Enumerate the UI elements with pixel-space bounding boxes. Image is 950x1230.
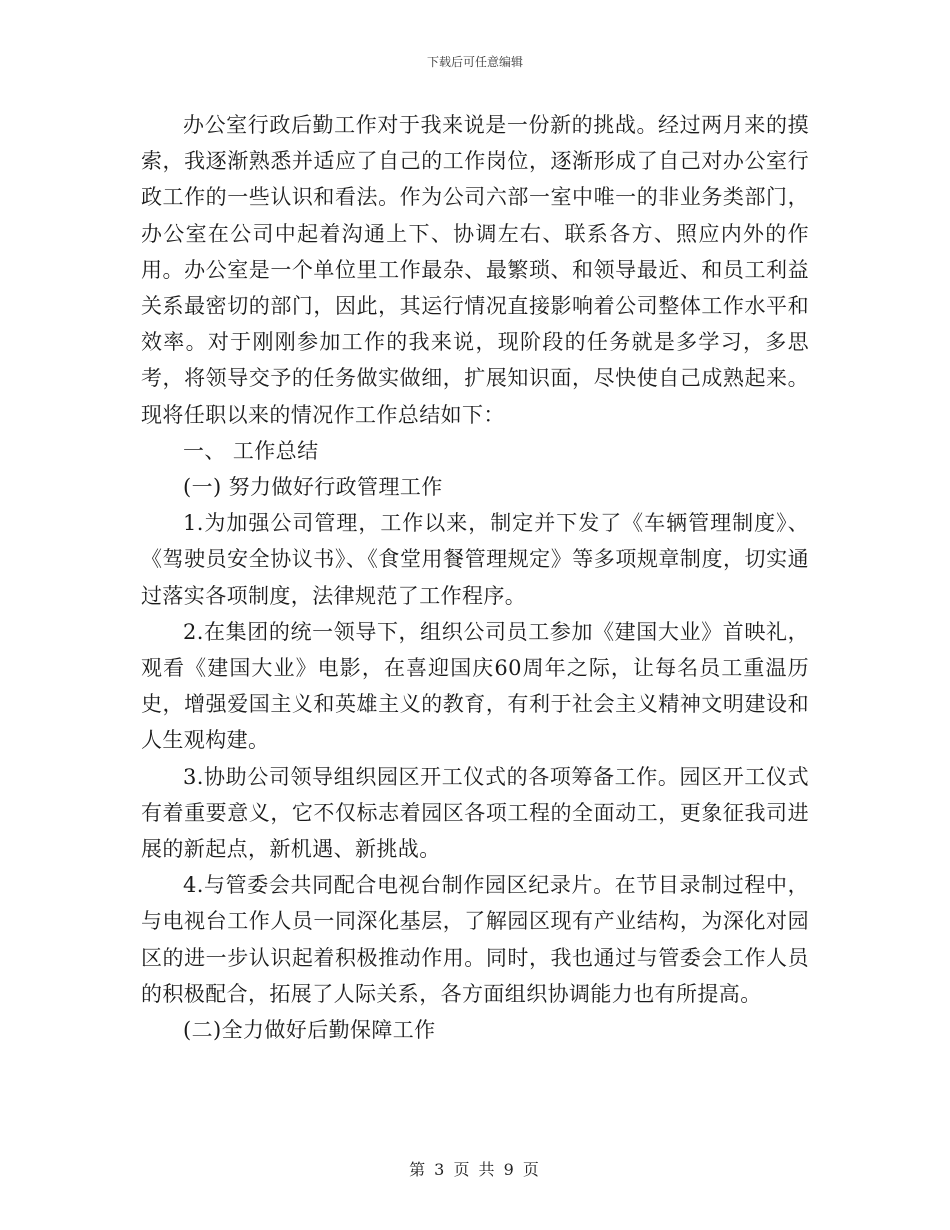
section-heading-work-summary: 一、 工作总结 (183, 438, 319, 463)
intro-paragraph: 办公室行政后勤工作对于我来说是一份新的挑战。经过两月来的摸索，我逐渐熟悉并适应了自己的工作岗位，逐渐形成了自己对办公室行政工作的一些认识和看法。作为公司六部一室中唯一的非业务类部门，办公室在公司中起着沟通上下、协调左右、联系各方、照应内外的作用。办公室是一个单位里工作最杂、最繁琐、和领导最近、和员工利益关系最密切的部门，因此，其运行情况直接影响着公司整体工作水平和效率。对于刚刚参加工作的我来说，现阶段的任务就是多学习，多思考，将领导交予的任务做实做细，扩展知识面，尽快使自己成熟起来。现将任职以来的情况作工作总结如下： (141, 113, 809, 427)
subsection-heading-logistics: (二)全力做好后勤保障工作 (183, 1018, 436, 1043)
list-item-2: 2.在集团的统一领导下，组织公司员工参加《建国大业》首映礼，观看《建国大业》电影，在喜迎国庆60周年之际，让每名员工重温历史，增强爱国主义和英雄主义的教育，有利于社会主义精神文明建设和人生观构建。 (141, 619, 809, 753)
list-item-3: 3.协助公司领导组织园区开工仪式的各项筹备工作。园区开工仪式有着重要意义，它不仅标志着园区各项工程的全面动工，更象征我司进展的新起点，新机遇、新挑战。 (141, 764, 809, 862)
page-header: 下载后可任意编辑 (426, 55, 523, 69)
page-footer: 第 3 页 共 9 页 (409, 1160, 541, 1179)
subsection-heading-admin: (一) 努力做好行政管理工作 (183, 475, 443, 500)
document-body (141, 107, 809, 1048)
list-item-4: 4.与管委会共同配合电视台制作园区纪录片。在节目录制过程中，与电视台工作人员一同深化基层，了解园区现有产业结构，为深化对园区的进一步认识起着积极推动作用。同时，我也通过与管委会工作人员的积极配合，拓展了人际关系，各方面组织协调能力也有所提高。 (141, 873, 809, 1006)
list-item-1: 1.为加强公司管理，工作以来，制定并下发了《车辆管理制度》、《驾驶员安全协议书》、《食堂用餐管理规定》等多项规章制度，切实通过落实各项制度，法律规范了工作程序。 (141, 511, 809, 608)
